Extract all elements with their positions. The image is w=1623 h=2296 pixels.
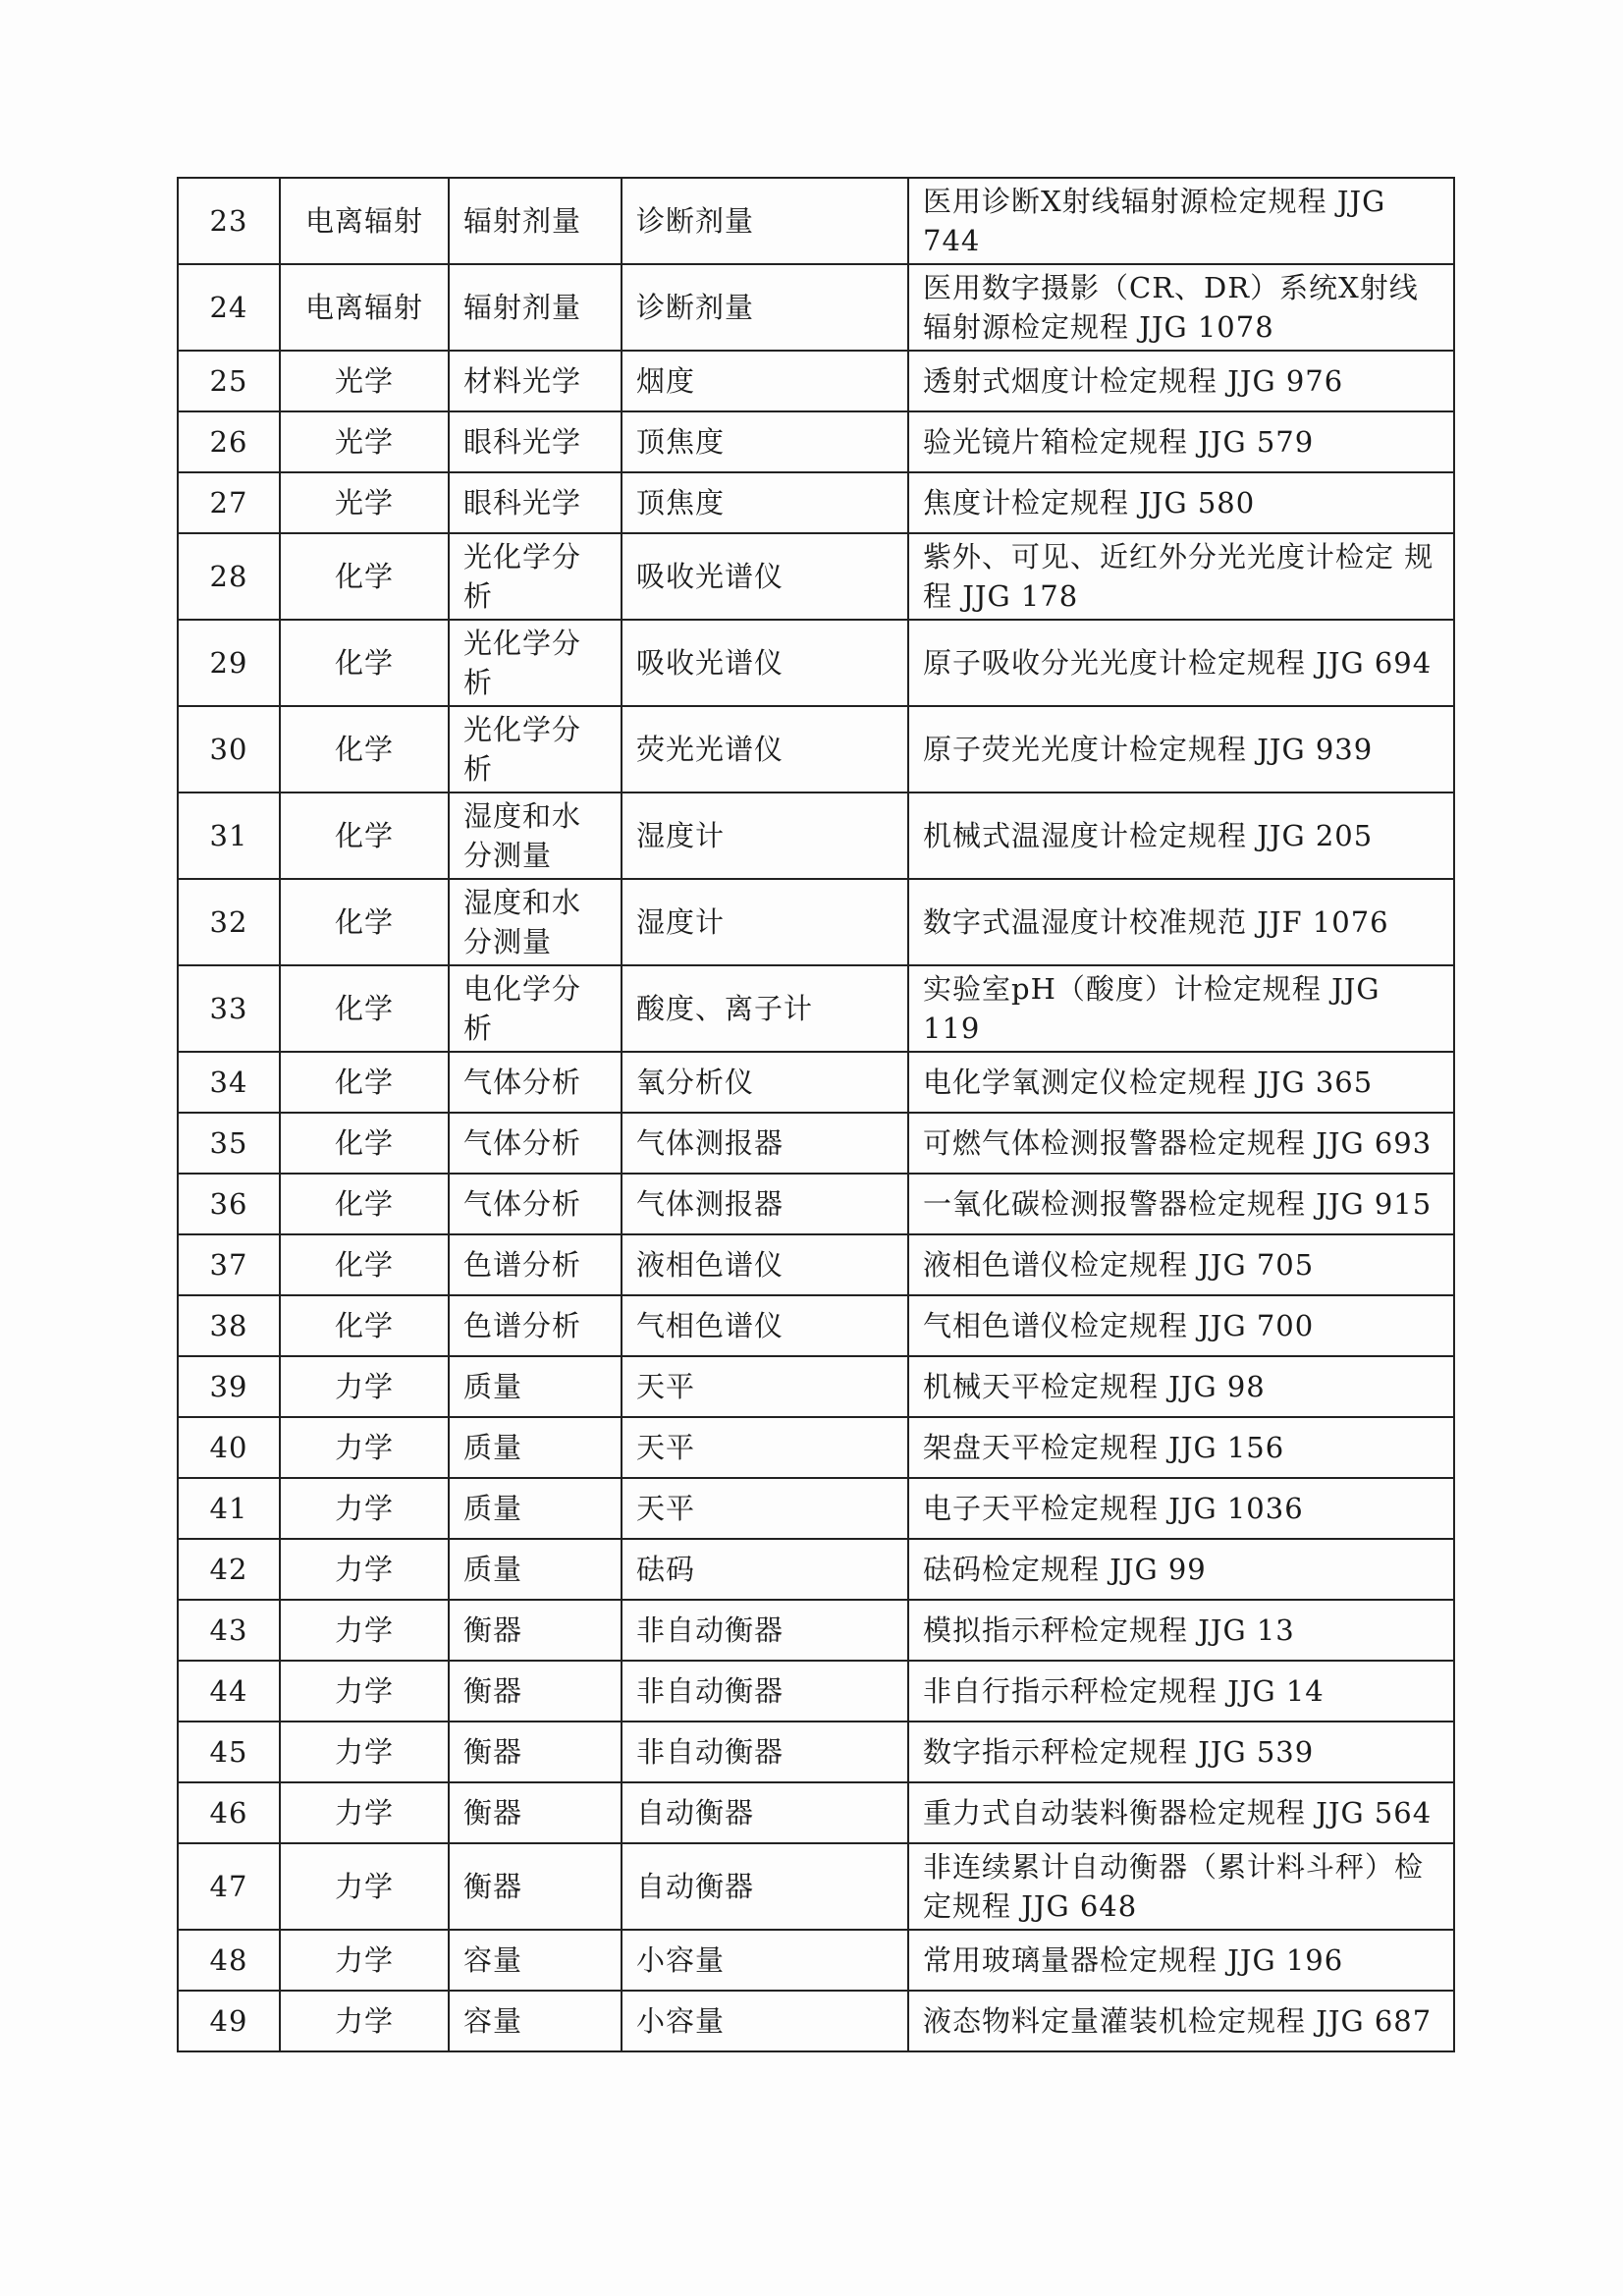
row-category: 化学 [280,1234,449,1295]
table-row [178,1234,1454,1295]
table-row [178,1661,1454,1722]
row-subcategory: 质量 [449,1478,622,1539]
row-item: 非自动衡器 [622,1661,908,1722]
row-item: 顶焦度 [622,472,908,533]
row-standard: 紫外、可见、近红外分光光度计检定 规程 JJG 178 [908,533,1454,620]
row-number: 32 [178,879,280,965]
row-standard: 可燃气体检测报警器检定规程 JJG 693 [908,1113,1454,1174]
row-standard: 机械天平检定规程 JJG 98 [908,1356,1454,1417]
row-category: 力学 [280,1478,449,1539]
row-subcategory: 容量 [449,1991,622,2051]
row-number: 24 [178,264,280,351]
row-number: 29 [178,620,280,706]
row-standard: 医用诊断X射线辐射源检定规程 JJG 744 [908,178,1454,264]
row-category: 力学 [280,1843,449,1930]
row-standard: 模拟指示秤检定规程 JJG 13 [908,1600,1454,1661]
row-subcategory: 质量 [449,1356,622,1417]
table-row [178,1417,1454,1478]
table-row [178,793,1454,879]
row-item: 天平 [622,1417,908,1478]
row-subcategory: 光化学分析 [449,620,622,706]
row-subcategory: 衡器 [449,1782,622,1843]
row-subcategory: 光化学分析 [449,533,622,620]
table-row [178,1600,1454,1661]
row-category: 力学 [280,1991,449,2051]
row-item: 气体测报器 [622,1113,908,1174]
row-number: 34 [178,1052,280,1113]
row-standard: 砝码检定规程 JJG 99 [908,1539,1454,1600]
row-number: 33 [178,965,280,1052]
table-row [178,1174,1454,1234]
row-standard: 液相色谱仪检定规程 JJG 705 [908,1234,1454,1295]
table-row [178,879,1454,965]
row-category: 光学 [280,351,449,411]
row-subcategory: 辐射剂量 [449,178,622,264]
row-category: 化学 [280,1295,449,1356]
table-row [178,411,1454,472]
row-category: 电离辐射 [280,264,449,351]
row-item: 气体测报器 [622,1174,908,1234]
table-row [178,1113,1454,1174]
row-item: 诊断剂量 [622,178,908,264]
row-item: 气相色谱仪 [622,1295,908,1356]
row-subcategory: 光化学分析 [449,706,622,793]
row-category: 化学 [280,1052,449,1113]
row-subcategory: 衡器 [449,1600,622,1661]
row-category: 化学 [280,706,449,793]
table-row [178,1539,1454,1600]
row-number: 31 [178,793,280,879]
row-subcategory: 眼科光学 [449,411,622,472]
row-standard: 重力式自动装料衡器检定规程 JJG 564 [908,1782,1454,1843]
row-number: 23 [178,178,280,264]
row-standard: 焦度计检定规程 JJG 580 [908,472,1454,533]
row-standard: 一氧化碳检测报警器检定规程 JJG 915 [908,1174,1454,1234]
table-row [178,1930,1454,1991]
row-subcategory: 电化学分析 [449,965,622,1052]
table-row [178,706,1454,793]
row-category: 化学 [280,1174,449,1234]
row-number: 42 [178,1539,280,1600]
row-number: 37 [178,1234,280,1295]
row-standard: 原子吸收分光光度计检定规程 JJG 694 [908,620,1454,706]
row-category: 化学 [280,533,449,620]
row-category: 化学 [280,1113,449,1174]
row-number: 49 [178,1991,280,2051]
row-number: 46 [178,1782,280,1843]
row-item: 吸收光谱仪 [622,533,908,620]
row-category: 光学 [280,411,449,472]
row-number: 28 [178,533,280,620]
row-standard: 数字式温湿度计校准规范 JJF 1076 [908,879,1454,965]
row-subcategory: 眼科光学 [449,472,622,533]
row-number: 47 [178,1843,280,1930]
row-standard: 电化学氧测定仪检定规程 JJG 365 [908,1052,1454,1113]
row-item: 烟度 [622,351,908,411]
row-item: 非自动衡器 [622,1722,908,1782]
row-item: 诊断剂量 [622,264,908,351]
row-item: 氧分析仪 [622,1052,908,1113]
row-item: 天平 [622,1356,908,1417]
row-item: 顶焦度 [622,411,908,472]
table-row [178,1356,1454,1417]
row-standard: 非自行指示秤检定规程 JJG 14 [908,1661,1454,1722]
row-category: 化学 [280,620,449,706]
row-category: 化学 [280,965,449,1052]
row-item: 吸收光谱仪 [622,620,908,706]
row-item: 酸度、离子计 [622,965,908,1052]
row-number: 36 [178,1174,280,1234]
row-subcategory: 色谱分析 [449,1295,622,1356]
table-row [178,472,1454,533]
row-standard: 透射式烟度计检定规程 JJG 976 [908,351,1454,411]
row-number: 41 [178,1478,280,1539]
row-category: 力学 [280,1356,449,1417]
table-row [178,533,1454,620]
row-subcategory: 衡器 [449,1661,622,1722]
row-number: 39 [178,1356,280,1417]
row-subcategory: 气体分析 [449,1174,622,1234]
row-standard: 医用数字摄影（CR、DR）系统X射线辐射源检定规程 JJG 1078 [908,264,1454,351]
row-category: 光学 [280,472,449,533]
row-subcategory: 气体分析 [449,1113,622,1174]
row-item: 天平 [622,1478,908,1539]
row-number: 26 [178,411,280,472]
row-item: 自动衡器 [622,1782,908,1843]
row-standard: 实验室pH（酸度）计检定规程 JJG 119 [908,965,1454,1052]
table-row [178,620,1454,706]
table-row [178,1722,1454,1782]
row-subcategory: 质量 [449,1417,622,1478]
row-item: 砝码 [622,1539,908,1600]
row-item: 液相色谱仪 [622,1234,908,1295]
row-category: 力学 [280,1539,449,1600]
row-subcategory: 湿度和水分测量 [449,879,622,965]
table-row [178,1478,1454,1539]
row-item: 小容量 [622,1930,908,1991]
row-subcategory: 衡器 [449,1843,622,1930]
row-category: 电离辐射 [280,178,449,264]
row-standard: 验光镜片箱检定规程 JJG 579 [908,411,1454,472]
row-number: 40 [178,1417,280,1478]
row-number: 38 [178,1295,280,1356]
row-number: 48 [178,1930,280,1991]
row-item: 湿度计 [622,879,908,965]
table-row [178,1782,1454,1843]
row-item: 荧光光谱仪 [622,706,908,793]
row-standard: 原子荧光光度计检定规程 JJG 939 [908,706,1454,793]
row-number: 45 [178,1722,280,1782]
row-standard: 电子天平检定规程 JJG 1036 [908,1478,1454,1539]
row-standard: 非连续累计自动衡器（累计料斗秤）检定规程 JJG 648 [908,1843,1454,1930]
row-standard: 常用玻璃量器检定规程 JJG 196 [908,1930,1454,1991]
row-category: 化学 [280,879,449,965]
table-row [178,1052,1454,1113]
table-row [178,178,1454,264]
row-number: 44 [178,1661,280,1722]
row-standard: 架盘天平检定规程 JJG 156 [908,1417,1454,1478]
table-row [178,264,1454,351]
row-standard: 气相色谱仪检定规程 JJG 700 [908,1295,1454,1356]
row-number: 43 [178,1600,280,1661]
row-category: 力学 [280,1661,449,1722]
row-standard: 数字指示秤检定规程 JJG 539 [908,1722,1454,1782]
row-number: 30 [178,706,280,793]
row-number: 25 [178,351,280,411]
row-item: 自动衡器 [622,1843,908,1930]
table-row [178,351,1454,411]
standards-table-body [178,178,1454,2051]
row-standard: 液态物料定量灌装机检定规程 JJG 687 [908,1991,1454,2051]
row-subcategory: 质量 [449,1539,622,1600]
row-number: 35 [178,1113,280,1174]
row-item: 湿度计 [622,793,908,879]
row-subcategory: 色谱分析 [449,1234,622,1295]
row-category: 力学 [280,1782,449,1843]
table-row [178,965,1454,1052]
standards-table [177,177,1455,2052]
row-subcategory: 容量 [449,1930,622,1991]
row-item: 小容量 [622,1991,908,2051]
row-subcategory: 辐射剂量 [449,264,622,351]
row-category: 力学 [280,1417,449,1478]
row-category: 力学 [280,1600,449,1661]
row-item: 非自动衡器 [622,1600,908,1661]
row-category: 力学 [280,1930,449,1991]
row-subcategory: 湿度和水分测量 [449,793,622,879]
table-row [178,1991,1454,2051]
row-category: 化学 [280,793,449,879]
row-number: 27 [178,472,280,533]
table-row [178,1295,1454,1356]
row-subcategory: 材料光学 [449,351,622,411]
row-standard: 机械式温湿度计检定规程 JJG 205 [908,793,1454,879]
row-subcategory: 气体分析 [449,1052,622,1113]
row-category: 力学 [280,1722,449,1782]
table-row [178,1843,1454,1930]
row-subcategory: 衡器 [449,1722,622,1782]
